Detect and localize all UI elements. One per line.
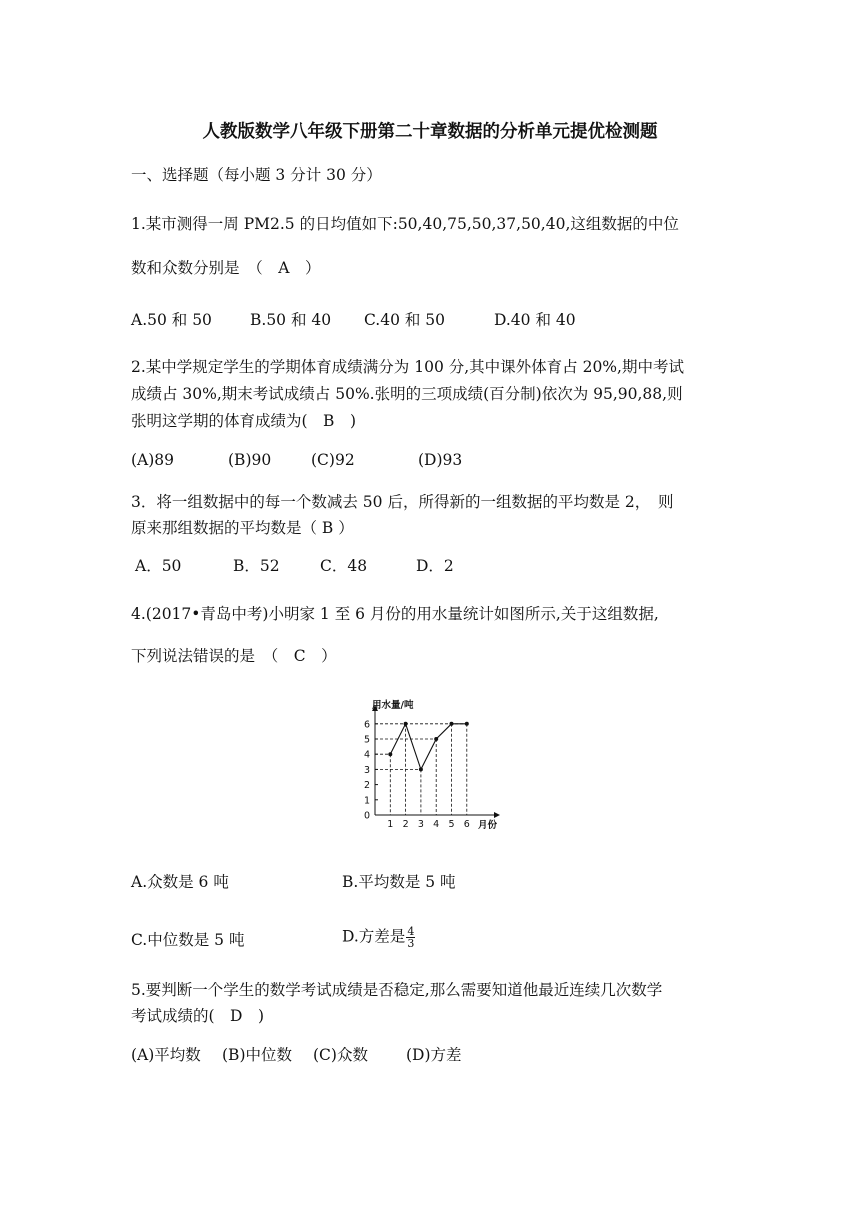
data-point [404, 722, 408, 726]
data-point [388, 752, 392, 756]
question-1-line-1: 1.某市测得一周 PM2.5 的日均值如下:50,40,75,50,37,50,40,这组数据的中位 [131, 215, 679, 233]
x-axis-label: 月份 [478, 820, 498, 831]
q4-option-b: B.平均数是 5 吨 [342, 873, 456, 891]
x-tick-label: 1 [387, 819, 394, 830]
data-point [434, 737, 438, 741]
q5-option-d: (D)方差 [406, 1046, 462, 1064]
q5-option-a: (A)平均数 [131, 1046, 201, 1064]
section-heading: 一、选择题（每小题 3 分计 30 分） [131, 166, 382, 184]
q1-option-a: A.50 和 50 [131, 311, 212, 329]
question-2-line-1: 2.某中学规定学生的学期体育成绩满分为 100 分,其中课外体育占 20%,期中考试 [131, 358, 684, 376]
question-1-line-2: 数和众数分别是 （ A ） [131, 259, 321, 277]
x-tick-label: 3 [417, 819, 424, 830]
q3-option-a: A．50 [135, 557, 182, 575]
q5-option-c: (C)众数 [313, 1046, 368, 1064]
q3-option-c: C．48 [320, 557, 368, 575]
y-tick-label: 4 [363, 749, 370, 761]
data-point [450, 722, 454, 726]
question-3-line-1: 3．将一组数据中的每一个数减去 50 后，所得新的一组数据的平均数是 2， 则 [131, 493, 674, 511]
question-5-line-1: 5.要判断一个学生的数学考试成绩是否稳定,那么需要知道他最近连续几次数学 [131, 981, 663, 999]
q2-option-c: (C)92 [311, 451, 355, 469]
water-usage-chart [352, 694, 512, 836]
x-tick-label: 5 [448, 819, 455, 830]
q1-option-d: D.40 和 40 [494, 311, 576, 329]
x-tick-label: 6 [463, 819, 470, 830]
y-tick-label: 6 [363, 719, 370, 731]
document-title: 人教版数学八年级下册第二十章数据的分析单元提优检测题 [202, 122, 658, 142]
y-tick-label: 5 [363, 734, 370, 746]
q4-option-c: C.中位数是 5 吨 [131, 931, 245, 949]
q5-option-b: (B)中位数 [222, 1046, 292, 1064]
y-tick-label: 3 [363, 764, 370, 776]
x-tick-label: 2 [402, 819, 409, 830]
y-tick-label: 2 [363, 780, 370, 792]
question-2-line-3: 张明这学期的体育成绩为( B ) [131, 412, 356, 430]
y-tick-label: 0 [363, 810, 370, 822]
q4-option-d-label: D.方差是 [342, 927, 406, 946]
q2-option-b: (B)90 [228, 451, 272, 469]
question-4-line-2: 下列说法错误的是 （ C ） [131, 647, 337, 665]
data-point [419, 767, 423, 771]
fraction-denominator: 3 [407, 937, 415, 950]
question-2-line-2: 成绩占 30%,期末考试成绩占 50%.张明的三项成绩(百分制)依次为 95,90,88,则 [131, 385, 683, 403]
q4-option-a: A.众数是 6 吨 [131, 873, 229, 891]
data-point [465, 722, 469, 726]
q1-option-b: B.50 和 40 [250, 311, 332, 329]
q1-option-c: C.40 和 50 [364, 311, 446, 329]
question-4-line-1: 4.(2017•青岛中考)小明家 1 至 6 月份的用水量统计如图所示,关于这组数据, [131, 605, 659, 623]
q3-option-d: D．2 [416, 557, 454, 575]
question-3-line-2: 原来那组数据的平均数是（ B ） [131, 519, 354, 537]
q4-option-d [342, 926, 415, 949]
y-axis-label: 用水量/吨 [372, 700, 414, 711]
question-5-line-2: 考试成绩的( D ) [131, 1007, 265, 1025]
q3-option-b: B．52 [233, 557, 280, 575]
y-tick-label: 1 [363, 795, 370, 807]
series-line [390, 724, 467, 770]
fraction-numerator: 4 [407, 925, 415, 938]
q2-option-d: (D)93 [418, 451, 463, 469]
x-tick-label: 4 [433, 819, 440, 830]
fraction-four-thirds [406, 926, 415, 949]
q2-option-a: (A)89 [131, 451, 175, 469]
